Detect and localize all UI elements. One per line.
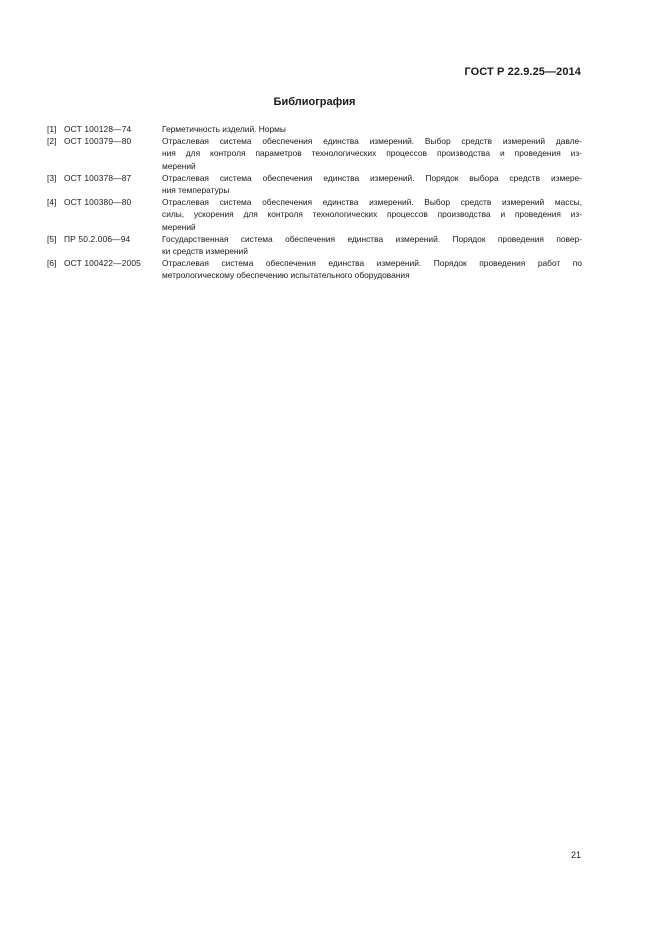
entry-description-line: ния для контроля параметров технологических процессов производства и проведения из- — [162, 148, 582, 159]
bibliography-entry-2 — [47, 135, 582, 172]
entry-description — [162, 233, 582, 257]
entry-description-line: мерений — [162, 221, 196, 232]
entry-description-line: Отраслевая система обеспечения единства измерений. Выбор средств измерений массы, — [162, 197, 582, 208]
entry-description — [162, 196, 582, 233]
entry-reference: ОСТ 100380—80 — [64, 197, 132, 208]
bibliography-entry-3 — [47, 172, 582, 196]
entry-description — [162, 135, 582, 172]
entry-reference: ОСТ 100422—2005 — [64, 258, 141, 269]
entry-description-line: Государственная система обеспечения единства измерений. Порядок проведения повер- — [162, 233, 582, 244]
entry-description-line: ки средств измерений — [162, 246, 248, 257]
entry-number: [4] — [47, 197, 57, 208]
entry-description-line: метрологическому обеспечению испытательного оборудования — [162, 270, 410, 281]
entry-description-line: Отраслевая система обеспечения единства измерений. Порядок выбора средств измере- — [162, 172, 582, 183]
bibliography-entry-1 — [47, 123, 582, 135]
entry-reference: ПР 50.2.006—94 — [64, 233, 131, 244]
entry-reference: ОСТ 100128—74 — [64, 124, 132, 134]
entry-description — [162, 257, 582, 281]
entry-number: [5] — [47, 233, 57, 244]
bibliography-entry-6 — [47, 257, 582, 281]
bibliography-title: Библиография — [273, 96, 356, 108]
bibliography-entry-4 — [47, 196, 582, 233]
document-code: ГОСТ Р 22.9.25—2014 — [464, 66, 581, 78]
entry-description — [162, 123, 582, 135]
page-number: 21 — [570, 850, 581, 860]
entry-number: [1] — [47, 124, 57, 134]
entry-description-line: Отраслевая система обеспечения единства измерений. Выбор средств измерений давле- — [162, 136, 582, 147]
entry-description-line: ния температуры — [162, 185, 230, 196]
entry-reference: ОСТ 100379—80 — [64, 136, 132, 147]
entry-description-line: Отраслевая система обеспечения единства измерений. Порядок проведения работ по — [162, 258, 582, 269]
entry-description-line: мерений — [162, 160, 196, 171]
entry-description-line: Герметичность изделий. Нормы — [162, 124, 286, 134]
bibliography-entry-5 — [47, 233, 582, 257]
entry-description — [162, 172, 582, 196]
entry-description-line: силы, ускорения для контроля технологических процессов производства и проведения из- — [162, 209, 582, 220]
entry-number: [3] — [47, 172, 57, 183]
entry-reference: ОСТ 100378—87 — [64, 172, 132, 183]
entry-number: [2] — [47, 136, 57, 147]
entry-number: [6] — [47, 258, 57, 269]
bibliography-list — [47, 123, 582, 282]
